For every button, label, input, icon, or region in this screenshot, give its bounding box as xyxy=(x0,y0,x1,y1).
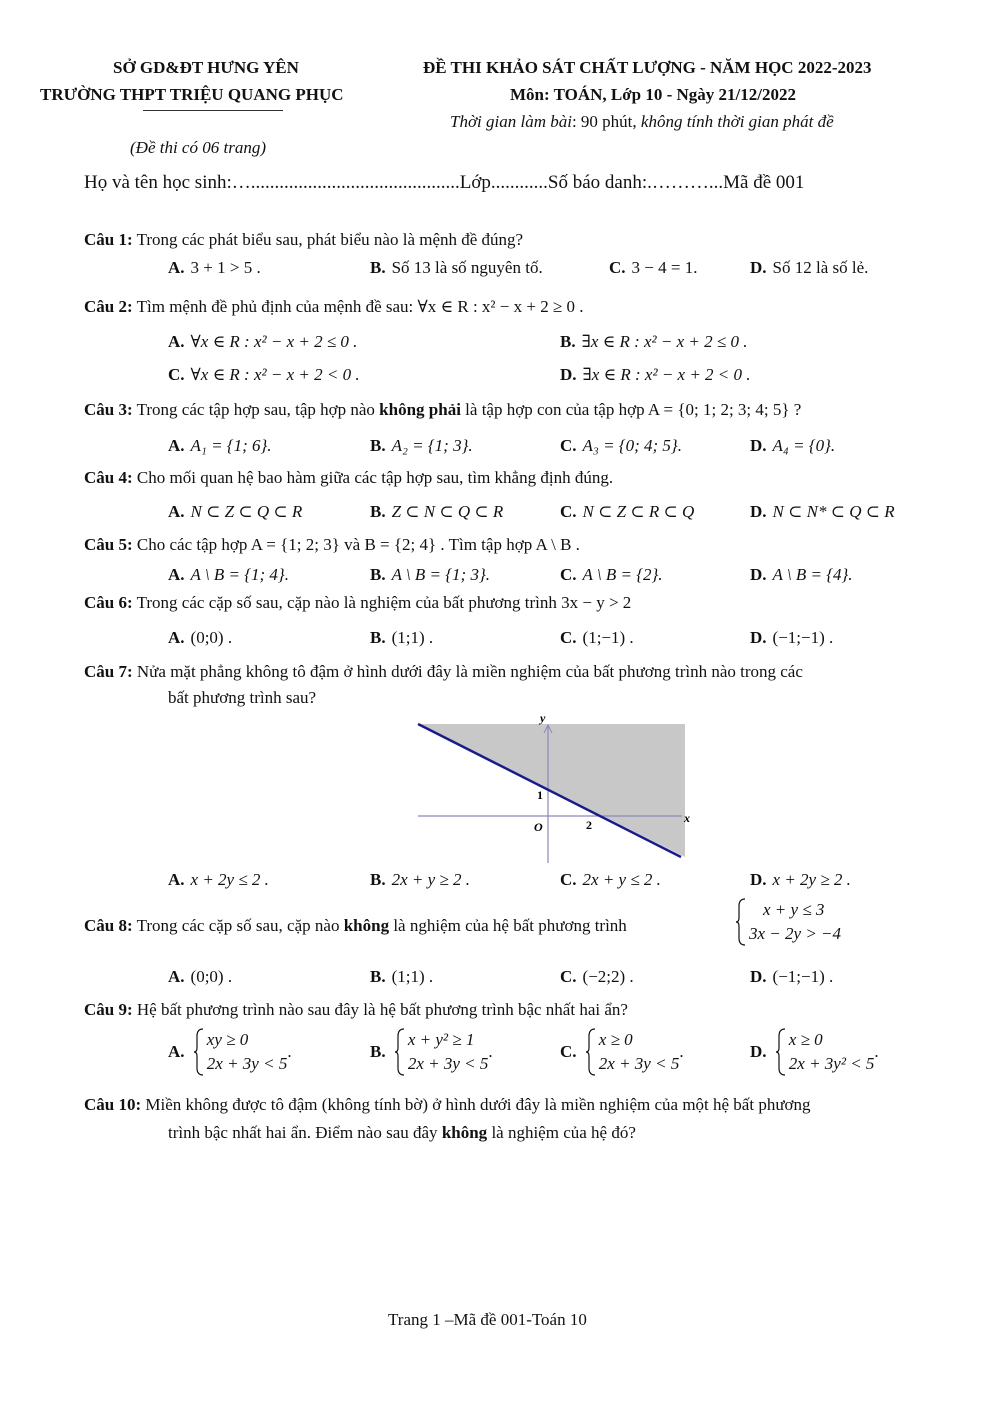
q2-option-d[interactable] xyxy=(560,365,751,385)
question-1 xyxy=(84,230,523,250)
q1-option-b[interactable] xyxy=(370,258,543,278)
system-row-1: x + y ≤ 3 xyxy=(763,900,825,919)
school-underline xyxy=(143,110,283,111)
question-text-c: là tập hợp con của tập hợp A = {0; 1; 2; 3; 4; 5} ? xyxy=(460,400,802,419)
question-number: Câu 9: xyxy=(84,1000,133,1019)
q8-option-c[interactable] xyxy=(560,967,634,987)
option-text: ∃x ∈ R : x² − x + 2 < 0 . xyxy=(582,365,751,384)
question-emphasis: không phải xyxy=(379,400,461,419)
x-tick-2: 2 xyxy=(586,818,592,832)
option-text: N ⊂ N* ⊂ Q ⊂ R xyxy=(772,502,895,521)
option-label: A. xyxy=(168,565,185,584)
q3-option-a[interactable] xyxy=(168,436,272,456)
option-text: A₁ = {1; 6}. xyxy=(190,436,272,455)
question-number: Câu 7: xyxy=(84,662,133,681)
q3-option-c[interactable] xyxy=(560,436,682,456)
option-text: ∀x ∈ R : x² − x + 2 < 0 . xyxy=(190,365,360,384)
question-text: Miền không được tô đậm (không tính bờ) ở hình dưới đây là miền nghiệm của một hệ bất phương xyxy=(145,1095,811,1114)
question-text: Cho mối quan hệ bao hàm giữa các tập hợp sau, tìm khẳng định đúng. xyxy=(136,468,614,487)
brace-icon xyxy=(735,898,747,946)
option-text: (1;1) . xyxy=(391,628,434,647)
question-number: Câu 8: xyxy=(84,916,133,935)
option-label: B. xyxy=(370,565,386,584)
option-text: ∃x ∈ R : x² − x + 2 ≤ 0 . xyxy=(581,332,748,351)
option-label: A. xyxy=(168,436,185,455)
option-text: 3 + 1 > 5 . xyxy=(190,258,261,277)
q9-option-a[interactable]: A. xy ≥ 0 2x + 3y < 5 . xyxy=(168,1028,292,1076)
option-label: D. xyxy=(750,258,767,277)
exam-duration xyxy=(450,112,834,132)
option-text: Số 12 là số lẻ. xyxy=(772,258,869,277)
q8-system xyxy=(735,898,841,946)
option-label: C. xyxy=(560,1042,577,1061)
question-number: Câu 3: xyxy=(84,400,133,419)
option-label: A. xyxy=(168,870,185,889)
option-label: B. xyxy=(370,258,386,277)
q2-option-a[interactable] xyxy=(168,332,357,352)
option-label: B. xyxy=(370,628,386,647)
page-footer: Trang 1 –Mã đề 001-Toán 10 xyxy=(388,1310,587,1329)
option-text: (1;−1) . xyxy=(582,628,634,647)
option-text: 2x + y ≥ 2 . xyxy=(391,870,470,889)
question-5 xyxy=(84,535,580,555)
q2-option-c[interactable] xyxy=(168,365,360,385)
duration-label: Thời gian làm bài xyxy=(450,112,572,131)
system-row-2: 2x + 3y < 5 xyxy=(407,1054,489,1073)
option-text: (1;1) . xyxy=(391,967,434,986)
option-text: 3 − 4 = 1. xyxy=(631,258,698,277)
option-text: A₂ = {1; 3}. xyxy=(391,436,473,455)
question-10 xyxy=(84,1095,811,1115)
option-label: C. xyxy=(560,502,577,521)
school-name: TRƯỜNG THPT TRIỆU QUANG PHỤC xyxy=(40,85,344,104)
y-tick-1: 1 xyxy=(537,788,543,802)
option-label: C. xyxy=(609,258,626,277)
option-label: A. xyxy=(168,502,185,521)
option-text: N ⊂ Z ⊂ R ⊂ Q xyxy=(582,502,695,521)
q5-option-b[interactable] xyxy=(370,565,490,585)
option-text: (−1;−1) . xyxy=(772,628,834,647)
q7-option-a[interactable] xyxy=(168,870,269,890)
question-emphasis: không xyxy=(343,916,390,935)
q6-option-d[interactable] xyxy=(750,628,833,648)
student-info-line: Họ và tên học sinh:…............................................Lớp............Số báo danh:.………...Mã đề 001 xyxy=(84,172,805,193)
q6-option-c[interactable] xyxy=(560,628,634,648)
option-label: D. xyxy=(560,365,577,384)
department-name: SỞ GD&ĐT HƯNG YÊN xyxy=(113,58,299,77)
system-row-2: 2x + 3y < 5 xyxy=(598,1054,680,1073)
question-6 xyxy=(84,593,631,613)
question-text-c: là nghiệm của hệ đó? xyxy=(487,1123,636,1142)
question-7 xyxy=(84,662,803,682)
question-text-a: Trong các tập hợp sau, tập hợp nào xyxy=(136,400,380,419)
option-label: C. xyxy=(560,967,577,986)
q9-option-d[interactable]: D. x ≥ 0 2x + 3y² < 5 . xyxy=(750,1028,879,1076)
option-label: B. xyxy=(370,967,386,986)
q7-option-c[interactable] xyxy=(560,870,661,890)
question-7-line2: bất phương trình sau? xyxy=(168,688,317,707)
y-axis-label: y xyxy=(540,711,546,725)
option-text: (−2;2) . xyxy=(582,967,634,986)
option-label: C. xyxy=(560,565,577,584)
question-3 xyxy=(84,400,801,420)
duration-note: không tính thời gian phát đề xyxy=(640,112,834,131)
system-row-2: 2x + 3y < 5 xyxy=(206,1054,288,1073)
question-8 xyxy=(84,916,627,936)
option-label: B. xyxy=(370,870,386,889)
q9-option-b[interactable]: B. x + y² ≥ 1 2x + 3y < 5 . xyxy=(370,1028,493,1076)
brace-icon xyxy=(193,1028,205,1076)
option-label: D. xyxy=(750,436,767,455)
q5-option-c[interactable] xyxy=(560,565,663,585)
option-label: A. xyxy=(168,967,185,986)
question-text: Trong các phát biểu sau, phát biểu nào là mệnh đề đúng? xyxy=(136,230,524,249)
exam-subject: Môn: TOÁN, Lớp 10 - Ngày 21/12/2022 xyxy=(510,85,797,104)
question-10-line2 xyxy=(168,1123,636,1143)
pages-note: (Đề thi có 06 trang) xyxy=(130,138,266,157)
q4-option-b[interactable] xyxy=(370,502,503,522)
q5-option-a[interactable] xyxy=(168,565,289,585)
question-number: Câu 4: xyxy=(84,468,133,487)
question-text: Cho các tập hợp A = {1; 2; 3} và B = {2; 4} . Tìm tập hợp A \ B . xyxy=(136,535,580,554)
q1-option-d[interactable] xyxy=(750,258,868,278)
q1-option-c[interactable] xyxy=(609,258,697,278)
system-row-2: 2x + 3y² < 5 xyxy=(788,1054,875,1073)
question-number: Câu 10: xyxy=(84,1095,142,1114)
option-text: A₃ = {0; 4; 5}. xyxy=(582,436,682,455)
brace-icon xyxy=(394,1028,406,1076)
q6-option-a[interactable] xyxy=(168,628,232,648)
origin-label: O xyxy=(534,820,543,834)
option-text: 2x + y ≤ 2 . xyxy=(582,870,661,889)
option-label: B. xyxy=(370,502,386,521)
question-number: Câu 6: xyxy=(84,593,133,612)
option-label: A. xyxy=(168,332,185,351)
option-label: D. xyxy=(750,502,767,521)
option-text: A \ B = {1; 3}. xyxy=(391,565,491,584)
question-4 xyxy=(84,468,613,488)
exam-title: ĐỀ THI KHẢO SÁT CHẤT LƯỢNG - NĂM HỌC 2022-2023 xyxy=(423,58,872,77)
question-text: Tìm mệnh đề phủ định của mệnh đề sau: ∀x ∈ R : x² − x + 2 ≥ 0 . xyxy=(136,297,584,316)
q3-option-d[interactable] xyxy=(750,436,835,456)
option-text: A \ B = {4}. xyxy=(772,565,853,584)
option-text: A \ B = {1; 4}. xyxy=(190,565,289,584)
q8-option-d[interactable] xyxy=(750,967,833,987)
question-number: Câu 5: xyxy=(84,535,133,554)
option-label: D. xyxy=(750,1042,767,1061)
system-row-1: x + y² ≥ 1 xyxy=(407,1030,475,1049)
q7-option-b[interactable] xyxy=(370,870,470,890)
q3-option-b[interactable] xyxy=(370,436,473,456)
q4-option-d[interactable] xyxy=(750,502,895,522)
question-text-a: Trong các cặp số sau, cặp nào xyxy=(136,916,344,935)
q8-option-b[interactable] xyxy=(370,967,433,987)
option-label: C. xyxy=(560,628,577,647)
option-text: (0;0) . xyxy=(190,967,233,986)
option-label: A. xyxy=(168,1042,185,1061)
option-text: Số 13 là số nguyên tố. xyxy=(391,258,543,277)
system-row-1: x ≥ 0 xyxy=(788,1030,823,1049)
question-number: Câu 1: xyxy=(84,230,133,249)
option-label: A. xyxy=(168,628,185,647)
question-text: Trong các cặp số sau, cặp nào là nghiệm của bất phương trình 3x − y > 2 xyxy=(136,593,632,612)
option-text: A \ B = {2}. xyxy=(582,565,663,584)
q6-option-b[interactable] xyxy=(370,628,433,648)
q4-option-c[interactable] xyxy=(560,502,694,522)
brace-icon xyxy=(775,1028,787,1076)
brace-icon xyxy=(585,1028,597,1076)
question-text-a: trình bậc nhất hai ẩn. Điểm nào sau đây xyxy=(168,1123,442,1142)
question-9 xyxy=(84,1000,628,1020)
option-text: x + 2y ≥ 2 . xyxy=(772,870,851,889)
option-label: D. xyxy=(750,870,767,889)
option-text: (0;0) . xyxy=(190,628,233,647)
system-row-1: x ≥ 0 xyxy=(598,1030,633,1049)
question-text: Nửa mặt phẳng không tô đậm ở hình dưới đây là miền nghiệm của bất phương trình nào trong các xyxy=(136,662,803,681)
option-label: C. xyxy=(560,436,577,455)
q8-option-a[interactable] xyxy=(168,967,232,987)
option-label: D. xyxy=(750,628,767,647)
option-label: B. xyxy=(370,436,386,455)
option-label: D. xyxy=(750,967,767,986)
q2-option-b[interactable] xyxy=(560,332,747,352)
x-axis-label: x xyxy=(684,811,690,825)
question-text-c: là nghiệm của hệ bất phương trình xyxy=(389,916,627,935)
option-label: D. xyxy=(750,565,767,584)
q9-option-c[interactable]: C. x ≥ 0 2x + 3y < 5 . xyxy=(560,1028,684,1076)
option-text: A₄ = {0}. xyxy=(772,436,836,455)
option-label: B. xyxy=(560,332,576,351)
q4-option-a[interactable] xyxy=(168,502,302,522)
question-number: Câu 2: xyxy=(84,297,133,316)
system-row-2: 3x − 2y > −4 xyxy=(749,924,842,943)
option-text: ∀x ∈ R : x² − x + 2 ≤ 0 . xyxy=(190,332,358,351)
q5-option-d[interactable] xyxy=(750,565,853,585)
question-emphasis: không xyxy=(441,1123,488,1142)
option-text: x + 2y ≤ 2 . xyxy=(190,870,269,889)
q7-graph xyxy=(400,705,700,870)
option-text: (−1;−1) . xyxy=(772,967,834,986)
option-text: Z ⊂ N ⊂ Q ⊂ R xyxy=(391,502,504,521)
option-label: C. xyxy=(168,365,185,384)
question-text: Hệ bất phương trình nào sau đây là hệ bất phương trình bậc nhất hai ẩn? xyxy=(136,1000,628,1019)
option-label: B. xyxy=(370,1042,386,1061)
question-2 xyxy=(84,297,584,317)
option-text: N ⊂ Z ⊂ Q ⊂ R xyxy=(190,502,303,521)
q7-option-d[interactable] xyxy=(750,870,851,890)
q1-option-a[interactable] xyxy=(168,258,261,278)
duration-value: : 90 phút, xyxy=(571,112,641,131)
option-label: A. xyxy=(168,258,185,277)
option-label: C. xyxy=(560,870,577,889)
system-row-1: xy ≥ 0 xyxy=(206,1030,249,1049)
